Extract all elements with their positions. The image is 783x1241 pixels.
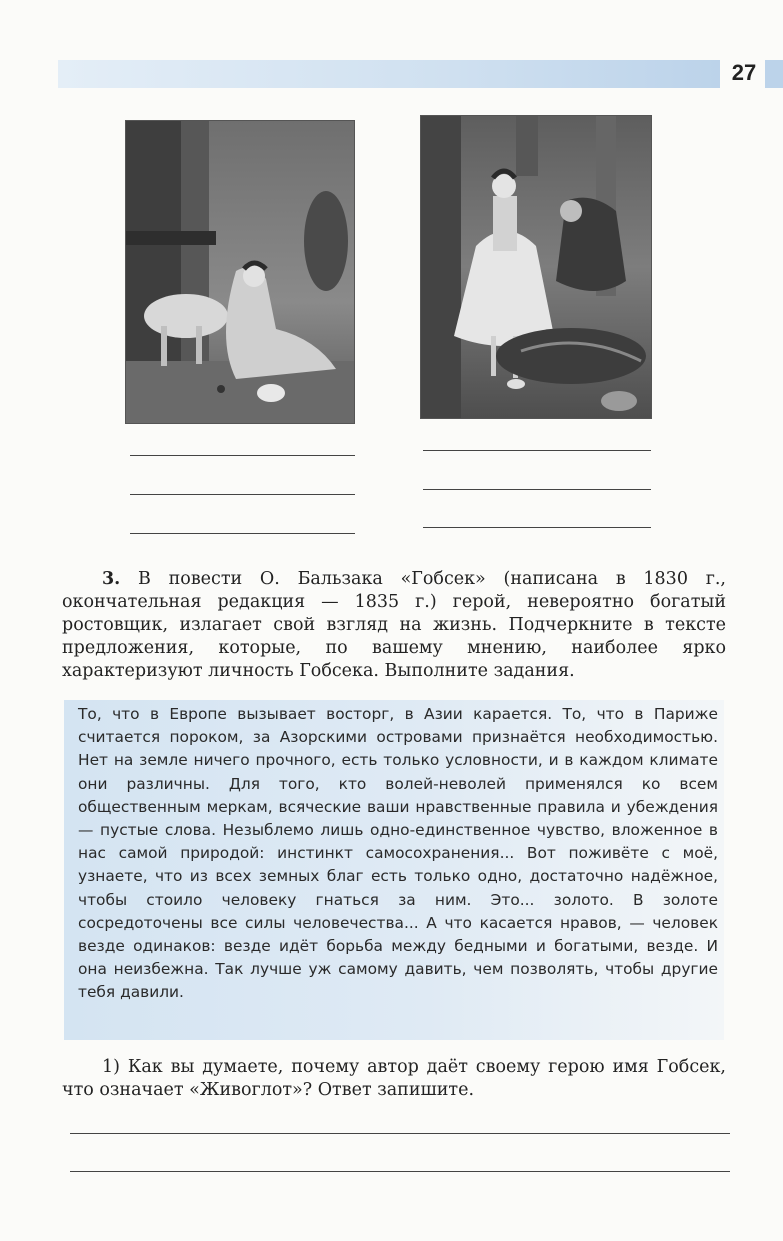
answer-line-question-1-a[interactable] [70, 1133, 730, 1134]
task-number: 3. [102, 569, 121, 589]
answer-line-question-1-b[interactable] [70, 1171, 730, 1172]
answer-line-right-2[interactable] [423, 489, 651, 490]
answer-line-right-3[interactable] [423, 527, 651, 528]
gobseck-quote: То, что в Европе вызывает восторг, в Азии карается. То, что в Париже считается пороком, за Азорскими островами признаётся необходимостью. Нет на земле ничего прочного, есть только условности, и в каждом климате они различны. Для того, кто волей-неволей применялся ко всем общественным меркам, всяческие ваши нравственные правила и убеждения — пустые слова. Незыблемо лишь одно-единственное чувство, вложенное в нас самой природой: инстинкт самосохранения... Вот поживёте с моё, узнаете, что из всех земных благ есть только одно, достаточно надёжное, чтобы стоило человеку гнаться за ним. Это... золото. В золоте сосредоточены все силы человечества... А что касается нравов, — человек везде одинаков: везде идёт борьба между бедными и богатыми, везде. И она неизбежна. Так лучше уж самому давить, чем позволять, чтобы другие тебя давили. [78, 705, 718, 1002]
illustration-dancer-and-men [420, 115, 652, 419]
answer-line-right-1[interactable] [423, 450, 651, 451]
page-number: 27 [731, 60, 757, 85]
engraving-woman-with-goat-icon [126, 121, 354, 423]
task-3-text [62, 568, 726, 683]
engraving-dancer-and-men-icon [421, 116, 651, 418]
page-header-band-edge [765, 60, 783, 88]
task-description: В повести О. Бальзака «Гобсек» (написана в 1830 г., окончательная редакция — 1835 г.) герой, невероятно богатый ростовщик, излагает свой взгляд на жизнь. Подчеркните в тексте предложения, которые, по вашему мнению, наиболее ярко характеризуют личность Гобсека. Выполните задания. [62, 569, 726, 681]
answer-line-left-1[interactable] [130, 455, 355, 456]
question-1-text: 1) Как вы думаете, почему автор даёт своему герою имя Гобсек, что означает «Живоглот»? Ответ запишите. [62, 1057, 726, 1100]
answer-line-left-3[interactable] [130, 533, 355, 534]
page-header-band [58, 60, 720, 88]
answer-line-left-2[interactable] [130, 494, 355, 495]
illustration-woman-with-goat [125, 120, 355, 424]
